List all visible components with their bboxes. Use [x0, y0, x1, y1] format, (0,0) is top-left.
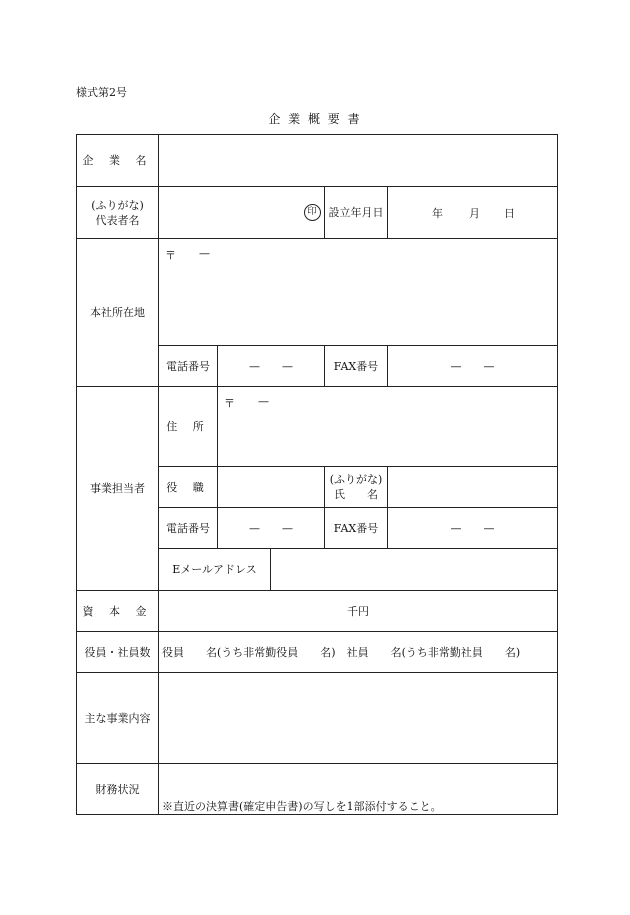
seal-mark: 印: [304, 204, 321, 221]
established-date-field[interactable]: [388, 187, 557, 238]
finance-status-label: 財務状況: [95, 782, 140, 796]
representative-label: [77, 187, 158, 238]
contact-phone-label: 電話番号: [166, 521, 210, 535]
company-name-field[interactable]: [159, 135, 557, 186]
postal-dash: —: [199, 247, 210, 260]
finance-status-field[interactable]: [159, 764, 557, 814]
contact-name-kana-label: (ふりがな): [329, 473, 383, 486]
email-field[interactable]: [271, 549, 557, 590]
capital-unit: 千円: [347, 604, 369, 618]
seal-icon: [301, 187, 323, 238]
hq-phone-field[interactable]: — —: [249, 359, 293, 373]
hq-phone-label: 電話番号: [166, 359, 210, 373]
representative-name-label: 代表者名: [95, 213, 140, 227]
representative-name-field[interactable]: [159, 187, 299, 238]
hq-fax-label: FAX番号: [333, 359, 379, 373]
contact-address-field[interactable]: [218, 387, 557, 466]
postal-mark-icon: 〒: [165, 249, 176, 262]
year-label: 年: [432, 207, 443, 220]
contact-phone-field[interactable]: — —: [249, 521, 293, 535]
staff-count-field[interactable]: 役員 名(うち非常勤役員 名) 社員 名(うち非常勤社員 名): [162, 645, 521, 659]
form-number: 様式第2号: [76, 86, 127, 99]
day-label: 日: [504, 207, 515, 220]
email-label: Eメールアドレス: [172, 563, 257, 576]
headquarters-label: 本社所在地: [90, 306, 145, 319]
capital-field[interactable]: [159, 591, 557, 631]
business-content-label: 主な事業内容: [84, 711, 151, 725]
established-date-label: 設立年月日: [328, 206, 384, 219]
contact-name-label: [325, 467, 387, 507]
finance-note: ※直近の決算書(確定申告書)の写しを1部添付すること。: [162, 800, 442, 813]
contact-address-label: 住 所: [166, 420, 210, 433]
capital-label: 資 本 金: [82, 604, 153, 618]
headquarters-address-field[interactable]: [159, 239, 557, 345]
business-content-field[interactable]: [159, 673, 557, 763]
company-name-label: 企 業 名: [82, 154, 153, 167]
page-title: 企 業 概 要 書: [268, 112, 362, 126]
contact-fax-label: FAX番号: [333, 521, 379, 535]
position-field[interactable]: [218, 467, 324, 507]
contact-name-text-label: 氏 名: [334, 488, 378, 501]
hq-fax-field[interactable]: — —: [450, 359, 495, 373]
staff-count-label: 役員・社員数: [84, 645, 151, 659]
position-label: 役 職: [166, 480, 210, 494]
contact-name-field[interactable]: [388, 467, 557, 507]
contact-postal-dash: —: [258, 395, 269, 408]
month-label: 月: [469, 207, 480, 220]
contact-postal-mark-icon: 〒: [224, 397, 235, 410]
representative-kana-label: (ふりがな): [91, 198, 144, 212]
contact-fax-field[interactable]: — —: [450, 521, 495, 535]
contact-person-label: 事業担当者: [90, 482, 145, 495]
